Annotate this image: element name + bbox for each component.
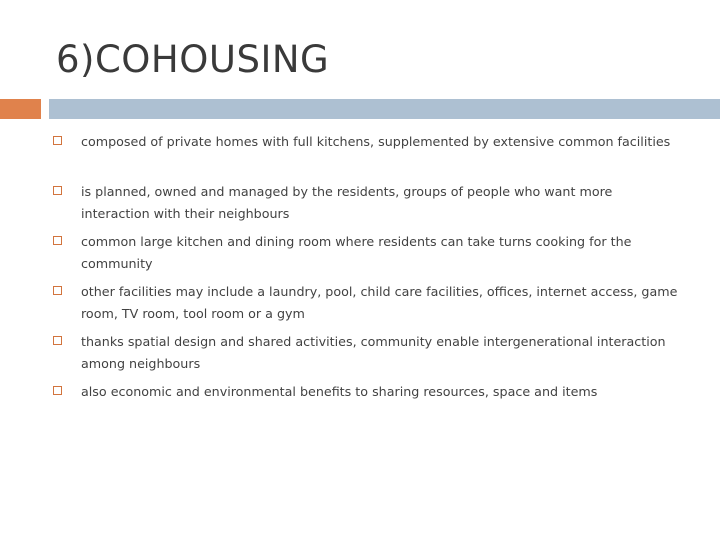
bullet-text: common large kitchen and dining room where residents can take turns cooking for the community bbox=[81, 234, 632, 271]
bullet-text: thanks spatial design and shared activities, community enable intergenerational interaction among neighbours bbox=[81, 334, 666, 371]
square-bullet-icon bbox=[53, 286, 62, 295]
bullet-text: is planned, owned and managed by the residents, groups of people who want more interaction with their neighbours bbox=[81, 184, 613, 221]
slide-title: 6)COHOUSING bbox=[56, 38, 330, 81]
bullet-text: other facilities may include a laundry, pool, child care facilities, offices, internet access, game room, TV room, tool room or a gym bbox=[81, 284, 678, 321]
square-bullet-icon bbox=[53, 386, 62, 395]
bullet-text: also economic and environmental benefits to sharing resources, space and items bbox=[81, 384, 598, 399]
square-bullet-icon bbox=[53, 236, 62, 245]
square-bullet-icon bbox=[53, 136, 62, 145]
accent-bar-orange bbox=[0, 99, 41, 119]
accent-bar-blue bbox=[49, 99, 720, 119]
square-bullet-icon bbox=[53, 336, 62, 345]
bullet-text: composed of private homes with full kitchens, supplemented by extensive common facilities bbox=[81, 134, 671, 149]
square-bullet-icon bbox=[53, 186, 62, 195]
